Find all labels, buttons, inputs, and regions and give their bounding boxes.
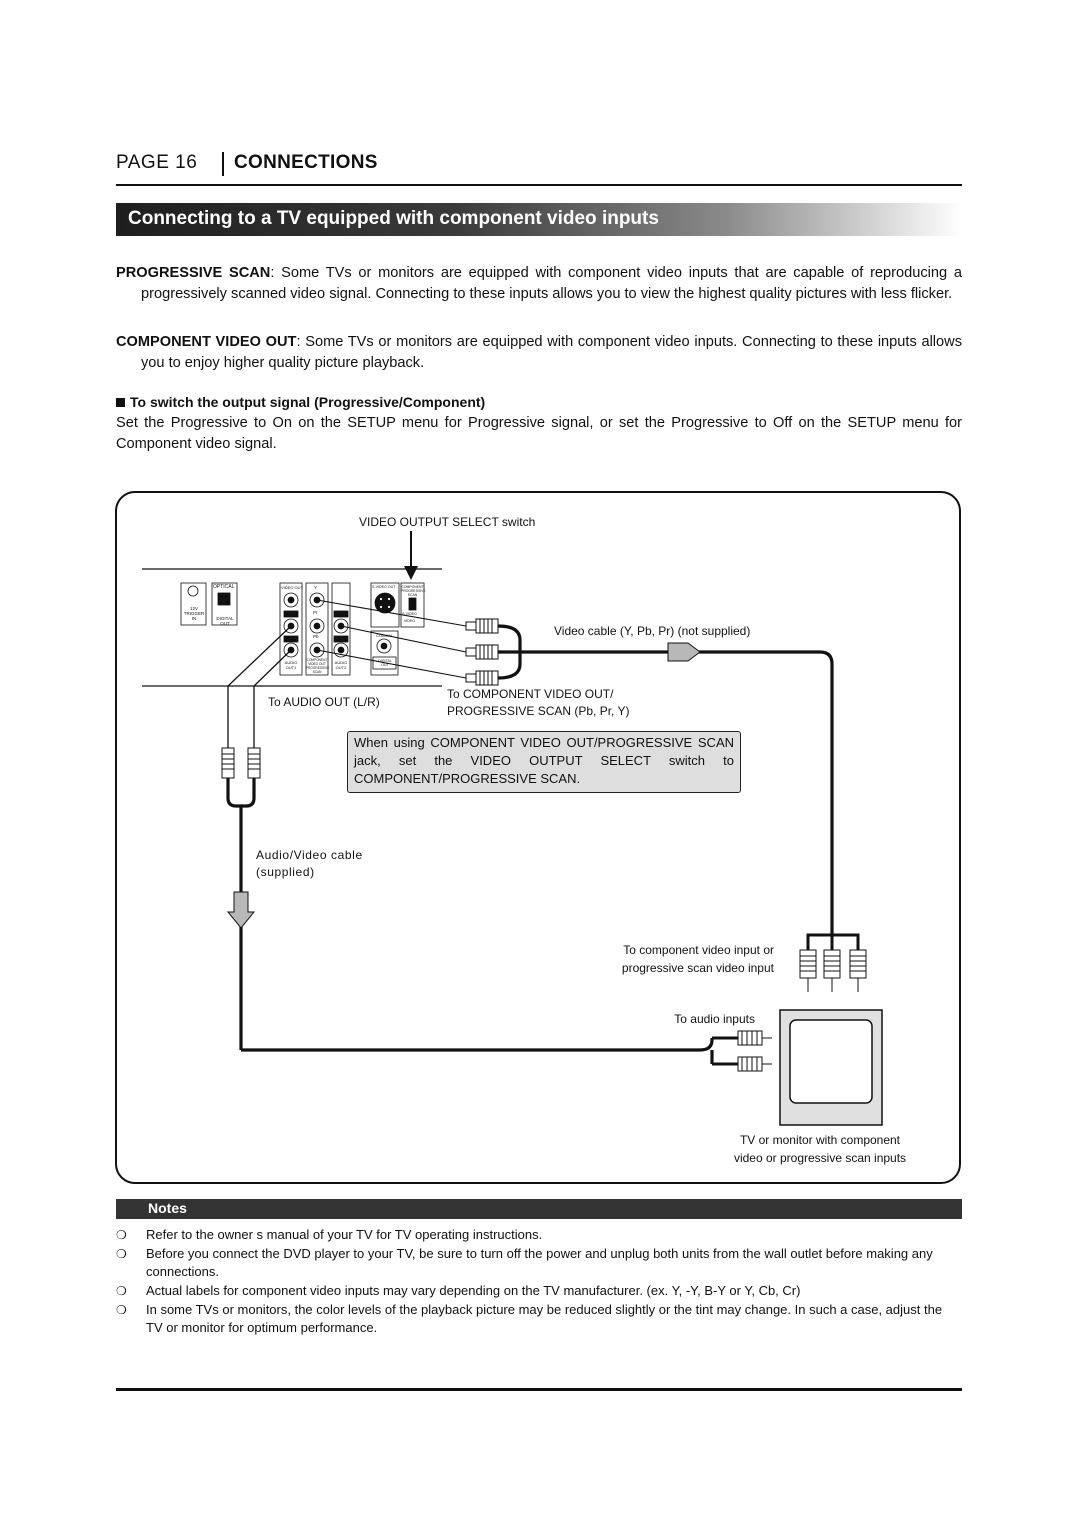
progressive-text: : Some TVs or monitors are equipped with component video inputs that are capable of reproducing a progressively scanned video signal. Connecting to these inputs allows you to view the highest quality pictures with less flicker.: [141, 265, 962, 302]
switch-heading-text: To switch the output signal (Progressive/Component): [130, 394, 486, 410]
panel-component-label: COMPONENT VIDEO OUT PROGRESSIVE SCAN: [306, 658, 330, 674]
tv-input-label-1: To component video input or: [623, 943, 774, 957]
note-text: Before you connect the DVD player to your TV, be sure to turn off the power and unplug both units from the wall outlet before making any connections.: [146, 1246, 933, 1279]
tv-caption-1: TV or monitor with component: [739, 1133, 901, 1147]
tv-cable-split-right: [832, 935, 858, 950]
av-cable-label-2: (supplied): [256, 865, 315, 879]
panel-digital-label: DIGITAL OUT: [378, 659, 392, 667]
panel-coaxial-label: COAXIAL: [376, 633, 394, 638]
tv-component-plugs: [800, 950, 866, 992]
component-leader-pb: [341, 626, 466, 652]
component-cable-down: [820, 652, 832, 935]
circle-bullet-icon: ❍: [116, 1303, 127, 1317]
panel-pb-label: Pb: [313, 634, 319, 639]
audio-inputs-label: To audio inputs: [674, 1012, 755, 1026]
notes-list: [116, 1226, 962, 1338]
av-direction-arrow: [228, 892, 254, 928]
circle-bullet-icon: ❍: [116, 1284, 127, 1298]
progressive-term: PROGRESSIVE SCAN: [116, 265, 271, 281]
circle-bullet-icon: ❍: [116, 1228, 127, 1242]
notes-title: Notes: [148, 1200, 187, 1216]
bottom-rule: [116, 1388, 962, 1391]
switch-label: VIDEO OUTPUT SELECT switch: [359, 515, 536, 529]
panel-optical-label: OPTICAL: [213, 584, 235, 590]
component-direction-arrow: [668, 643, 700, 661]
tv-caption-2: video or progressive scan inputs: [733, 1151, 907, 1165]
panel-digital-out-label: DIGITAL OUT: [216, 616, 234, 626]
note-item: [116, 1282, 962, 1300]
av-cable-label-1: Audio/Video cable: [256, 848, 363, 862]
panel-svideo-label: S-VIDEO: [402, 612, 417, 616]
audio-out-label: To AUDIO OUT (L/R): [268, 695, 380, 709]
note-text: In some TVs or monitors, the color levels of the playback picture may be reduced slightly or the tint may change. In such a case, adjust the TV or monitor for optimum performance.: [146, 1302, 943, 1335]
video-cable-label: Video cable (Y, Pb, Pr) (not supplied): [554, 624, 751, 638]
component-out-label-2: PROGRESSIVE SCAN (Pb, Pr, Y): [447, 704, 630, 718]
page-number: PAGE 16: [116, 152, 198, 173]
switch-arrow-head: [404, 566, 418, 580]
component-out-label-1: To COMPONENT VIDEO OUT/: [447, 687, 614, 701]
component-plugs-player: [466, 619, 498, 685]
av-cable-plugs: [222, 738, 260, 778]
panel-trigger-label: 12V TRIGGER IN: [183, 606, 205, 621]
tv-cable-split-left: [808, 935, 832, 950]
av-cable-right: [241, 778, 254, 806]
tv-monitor-icon: [780, 1010, 882, 1125]
banner-title: Connecting to a TV equipped with component video inputs: [128, 208, 659, 229]
switch-callout: When using COMPONENT VIDEO OUT/PROGRESSIVE SCAN jack, set the VIDEO OUTPUT SELECT switch to COMPONENT/PROGRESSIVE SCAN.: [347, 731, 741, 793]
panel-comp-scan-label: COMPONENT PROGRESSIVE SCAN: [401, 585, 426, 597]
notes-header: [116, 1199, 962, 1219]
component-text: : Some TVs or monitors are equipped with component video inputs. Connecting to these inputs allows you to enjoy higher quality picture playback.: [141, 334, 963, 371]
tv-audio-plugs: [712, 1031, 772, 1071]
circle-bullet-icon: ❍: [116, 1247, 127, 1261]
av-cable-bottom: [241, 1038, 712, 1050]
panel-pr-label: Pr: [313, 610, 318, 615]
audio-leader-left: [228, 626, 291, 748]
tv-input-label-2: progressive scan video input: [621, 961, 774, 975]
note-item: [116, 1301, 962, 1337]
panel-video-label: VIDEO: [404, 619, 416, 623]
component-term: COMPONENT VIDEO OUT: [116, 334, 297, 350]
note-text: Refer to the owner s manual of your TV for TV operating instructions.: [146, 1227, 543, 1242]
panel-svideo-out-label: S-VIDEO OUT: [372, 585, 396, 589]
component-cable-pr: [498, 652, 520, 678]
component-cable-y: [498, 626, 520, 652]
note-item: [116, 1226, 962, 1244]
panel-video-out-label: VIDEO OUT: [281, 585, 304, 590]
section-title: CONNECTIONS: [234, 152, 378, 173]
panel-audio-out2-label: AUDIO OUT2: [334, 660, 348, 670]
panel-y-label: Y: [314, 585, 318, 590]
note-text: Actual labels for component video inputs may vary depending on the TV manufacturer. (ex. Y, -Y, B-Y or Y, Cb, Cr): [146, 1283, 801, 1298]
note-item: [116, 1245, 962, 1281]
switch-body: Set the Progressive to On on the SETUP menu for Progressive signal, or set the Progressive to Off on the SETUP menu for Component video signal.: [116, 415, 962, 452]
panel-audio-out1-label: AUDIO OUT1: [284, 660, 298, 670]
